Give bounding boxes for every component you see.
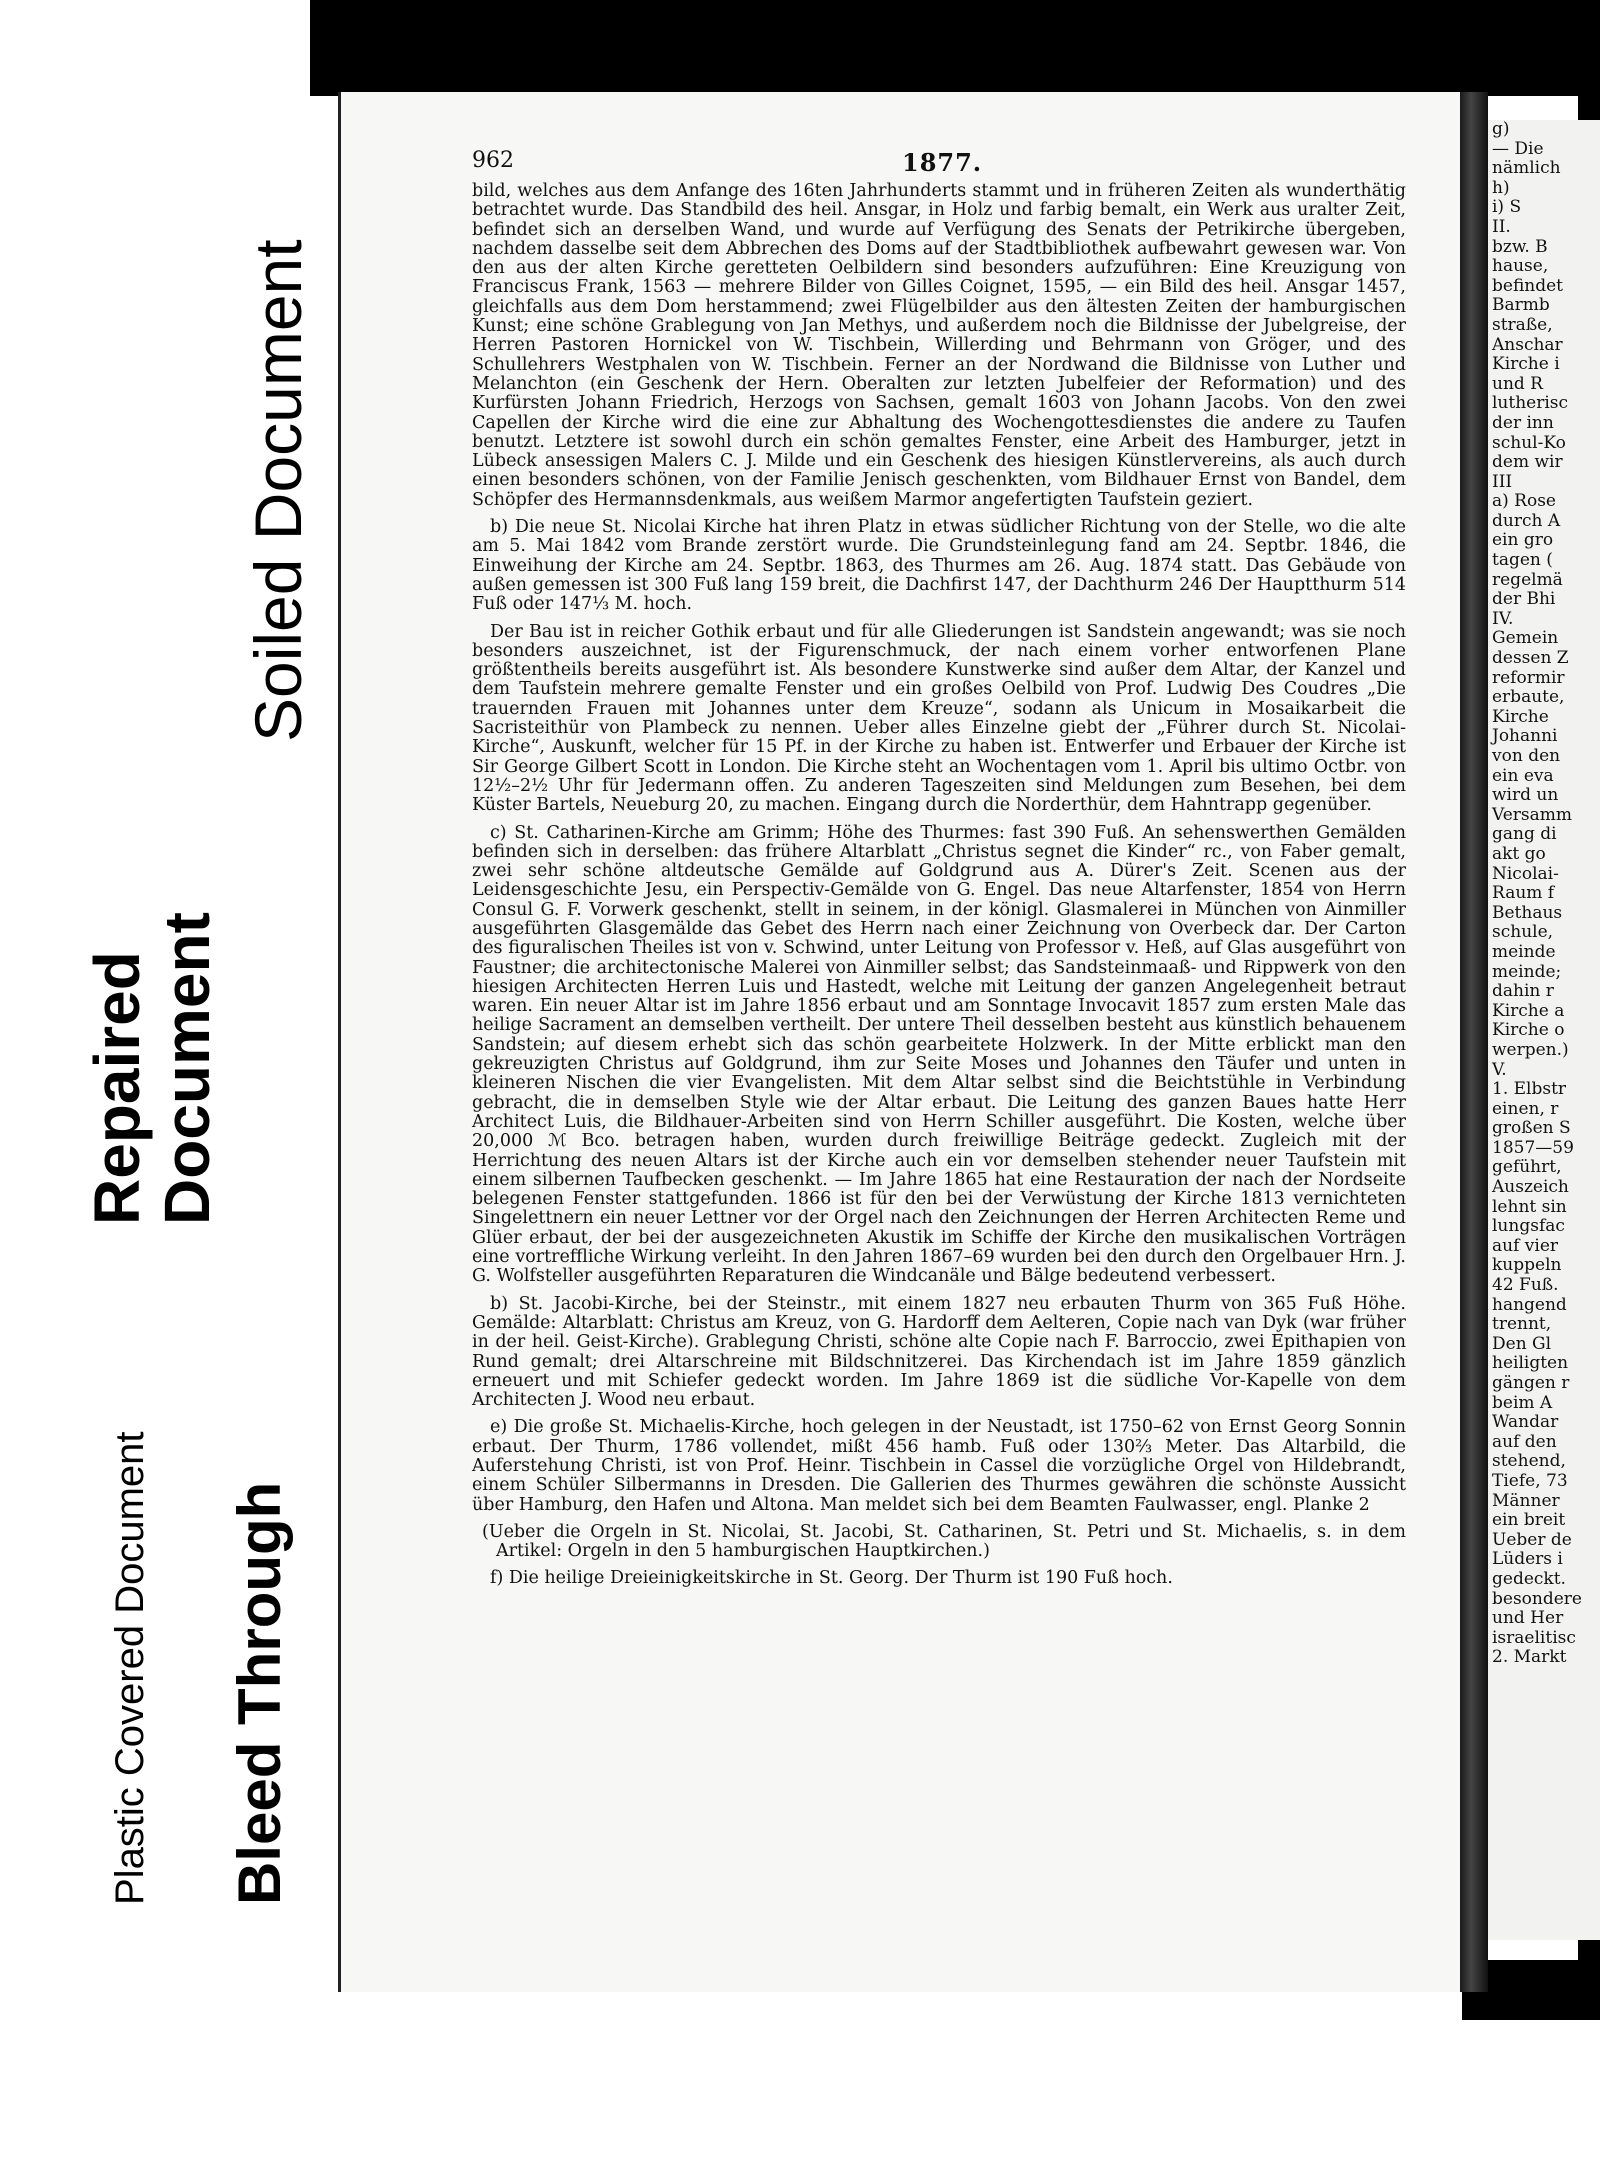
adjacent-page-line: 42 Fuß. <box>1492 1275 1559 1296</box>
adjacent-page-line: Anschar <box>1492 334 1563 355</box>
adjacent-page-line: regelmä <box>1492 569 1563 590</box>
adjacent-page-line: dem wir <box>1492 452 1563 473</box>
adjacent-page-line: Kirche o <box>1492 1020 1565 1041</box>
adjacent-page-line: Nicolai- <box>1492 863 1559 884</box>
page-gutter <box>1460 92 1488 1992</box>
adjacent-page-line: — Die <box>1492 138 1544 159</box>
adjacent-page-line: Ueber de <box>1492 1529 1572 1550</box>
adjacent-page-line: IV. <box>1492 608 1514 629</box>
adjacent-page-line: wird un <box>1492 785 1559 806</box>
paragraph-jacobi: b) St. Jacobi-Kirche, bei der Steinstr., mit einem 1827 neu erbauten Thurm von 365 Fuß Höhe. Gemälde: Altarblatt: Christus am Kreuz, von G. Hardorff dem Aelteren, Copie nach van Dyk (war früher in der heil. Geist-Kirche). Grablegung Christi, schöne alte Copie nach F. Barroccio, zwei Epithapien von Rund gemalt; drei Altarschreine mit Bildschnitzerei. Das Kirchendach ist im Jahre 1859 gänzlich erneuert und mit Schiefer gedeckt worden. Im Jahre 1869 ist die südliche Vor-Kapelle von dem Architecten J. Wood neu erbaut. <box>472 1293 1406 1411</box>
adjacent-page-line: und Her <box>1492 1608 1564 1629</box>
adjacent-page-line: besondere <box>1492 1588 1582 1609</box>
adjacent-page-line: ein gro <box>1492 530 1554 551</box>
adjacent-page-line: i) S <box>1492 197 1522 218</box>
adjacent-page-line: großen S <box>1492 1118 1571 1139</box>
adjacent-page-line: II. <box>1492 216 1511 237</box>
adjacent-page-line: durch A <box>1492 510 1561 531</box>
adjacent-page-line: und R <box>1492 373 1543 394</box>
paragraph-nicolai-history: b) Die neue St. Nicolai Kirche hat ihren Platz in etwas südlicher Richtung von der Stelle, wo die alte am 5. Mai 1842 vom Brande zerstört wurde. Die Grundsteinlegung fand am 24. Septbr. 1846, die Einweihung der Kirche am 24. Septbr. 1863, des Thurmes am 26. Aug. 1874 statt. Das Gebäude von außen gemessen ist 300 Fuß lang 159 breit, die Dachfirst 147, der Dachthurm 246 Der Hauptthurm 514 Fuß oder 147⅓ M. hoch. <box>472 517 1406 615</box>
adjacent-page-line: befindet <box>1492 275 1564 296</box>
adjacent-page-line: lutherisc <box>1492 393 1569 414</box>
adjacent-page-line: Lüders i <box>1492 1549 1563 1570</box>
adjacent-page-line: schul-Ko <box>1492 432 1566 453</box>
adjacent-page-line: bzw. B <box>1492 236 1548 257</box>
adjacent-page-line: einen, r <box>1492 1098 1559 1119</box>
adjacent-page-line: a) Rose <box>1492 491 1556 512</box>
paragraph-organ-note: (Ueber die Orgeln in St. Nicolai, St. Jacobi, St. Catharinen, St. Petri und St. Michaelis, s. in dem Artikel: Orgeln in den 5 hamburgischen Hauptkirchen.) <box>482 1521 1406 1562</box>
running-head-year: 1877. <box>902 148 983 177</box>
adjacent-page-line: Johanni <box>1492 726 1558 747</box>
adjacent-page-line: von den <box>1492 746 1561 766</box>
adjacent-page-line: III <box>1492 471 1513 492</box>
adjacent-page-line: Wandar <box>1492 1412 1559 1433</box>
adjacent-page-line: Kirche <box>1492 706 1549 727</box>
label-soiled-document: Soiled Document <box>241 239 315 742</box>
paragraph-catharinen: c) St. Catharinen-Kirche am Grimm; Höhe des Thurmes: fast 390 Fuß. An sehenswerthen Gemälden befinden sich in derselben: das frühere Altarblatt „Christus segnet die Kinder“ rc., von Faber gemalt, zwei sehr schöne altdeutsche Gemälde auf Goldgrund aus A. Dürer's Zeit. Scenen aus der Leidensgeschichte Jesu, ein Perspectiv-Gemälde von G. Engel. Das neue Altarfenster, 1854 von Herrn Consul G. F. Vorwerk geschenkt, stellt in seinem, in der königl. Glasmalerei in München von Ainmiller ausgeführten Glasgemälde das Gebet des Herrn nach einer Zeichnung von Overbeck dar. Der Carton des figuralischen Theiles ist von v. Schwind, unter Leitung von Professor v. Heß, auf Glas ausgeführt von Faustner; die architectonische Malerei von Ainmiller selbst; das Sandsteinmaaß- und Rippwerk von den hiesigen Architecten Herren Luis und Hastedt, welche mit Leitung der ganzen Angelegenheit betraut waren. Ein neuer Altar ist im Jahre 1856 erbaut und am Sonntage Invocavit 1857 zum ersten Male das heilige Sacrament an demselben vertheilt. Der untere Theil desselben besteht aus künstlich behauenem Sandstein; auf diesem erhebt sich das schön gearbeitete Holzwerk. In der Mitte erblickt man den gekreuzigten Christus auf Goldgrund, ihm zur Seite Moses und Johannes den Täufer und unten in kleineren Nischen die vier Evangelisten. Mit dem Altar selbst sind die Beichtstühle in Verbindung gebracht, die in demselben Style wie der Altar erbaut. Die Leitung des ganzen Baues hatte Herr Architect Luis, die Bildhauer-Arbeiten sind von Herrn Schiller ausgeführt. Die Kosten, welche über 20,000 ℳ Bco. betragen haben, wurden durch freiwillige Beiträge gedeckt. Zugleich mit der Herrichtung des neuen Altars ist der Kirche auch ein vor demselben stehender neuer Taufstein mit einem silbernen Taufbecken geschenkt. — Im Jahre 1865 hat eine Restauration der nach der Nordseite belegenen Fenster stattgefunden. 1866 ist für den bei der Verwüstung der Kirche 1813 vernichteten Singelettnern ein neuer Lettner vor der Orgel nach den Zeichnungen der Herren Architecten Reme und Glüer erbaut, der bei der ausgezeichneten Akustik im Schiffe der Kirche den musikalischen Vorträgen eine vortreffliche Wirkung verleiht. In den Jahren 1867–69 wurden bei den durch den Orgelbauer Hrn. J. G. Wolfsteller ausgeführten Reparaturen die Windcanäle und Bälge bedeutend verbessert. <box>472 822 1406 1287</box>
label-plastic-covered: Plastic Covered Document <box>108 1431 152 1905</box>
adjacent-page-line: der inn <box>1492 412 1554 433</box>
adjacent-page-line: erbaute, <box>1492 687 1565 708</box>
adjacent-page-line: hause, <box>1492 256 1549 277</box>
adjacent-page-line: Versamm <box>1492 804 1573 825</box>
adjacent-page-line: Tiefe, 73 <box>1492 1470 1568 1491</box>
adjacent-page-line: gängen r <box>1492 1373 1570 1393</box>
adjacent-page-line: straße, <box>1492 314 1553 335</box>
adjacent-page-line: akt go <box>1492 843 1546 864</box>
adjacent-page-line: Kirche i <box>1492 354 1560 375</box>
adjacent-page-line: der Bhi <box>1492 589 1556 610</box>
adjacent-page-line: schule, <box>1492 922 1554 943</box>
adjacent-page-line: beim A <box>1492 1392 1553 1413</box>
adjacent-page-line: Männer <box>1492 1490 1560 1511</box>
adjacent-page-line: Barmb <box>1492 295 1550 316</box>
adjacent-page-line: tagen ( <box>1492 550 1553 571</box>
adjacent-page-line: 1. Elbstr <box>1492 1079 1567 1100</box>
adjacent-page-line: V. <box>1492 1059 1507 1080</box>
adjacent-page-line: ein breit <box>1492 1510 1566 1531</box>
paragraph-michaelis: e) Die große St. Michaelis-Kirche, hoch gelegen in der Neustadt, ist 1750–62 von Ernst Georg Sonnin erbaut. Der Thurm, 1786 vollendet, mißt 456 hamb. Fuß oder 130⅔ Meter. Das Altarbild, die Auferstehung Christi, ist von Prof. Heinr. Tischbein in Cassel die vorzügliche Orgel von Hildebrandt, einem Schüler Silbermanns in Dresden. Die Gallerien des Thurmes gewähren die schönste Aussicht über Hamburg, den Hafen und Altona. Man meldet sich bei dem Beamten Faulwasser, engl. Planke 2 <box>472 1417 1406 1515</box>
adjacent-page-line: auf den <box>1492 1431 1557 1452</box>
adjacent-page-line: g) <box>1492 120 1510 139</box>
adjacent-page-line: auf vier <box>1492 1235 1559 1256</box>
adjacent-page-line: meinde; <box>1492 961 1562 982</box>
adjacent-page-line: meinde <box>1492 941 1556 962</box>
label-bleed-through: Bleed Through <box>226 1481 293 1905</box>
paragraph-dreieinigkeit: f) Die heilige Dreieinigkeitskirche in St. Georg. Der Thurm ist 190 Fuß hoch. <box>490 1568 1173 1589</box>
label-repaired-document: Document <box>151 912 223 1225</box>
adjacent-page-line: h) <box>1492 177 1510 198</box>
paragraph-petri-art: bild, welches aus dem Anfange des 16ten Jahrhunderts stammt und in früheren Zeiten als wunderthätig betrachtet wurde. Das Standbild des heil. Ansgar, in Holz und farbig bemalt, ein Werk aus uralter Zeit, befindet sich an derselben Wand, und wurde auf Verfügung des Senats der Petrikirche übergeben, nachdem dasselbe seit dem Abbrechen des Doms auf der Stadtbibliothek aufbewahrt gewesen war. Von den aus der alten Kirche geretteten Oelbildern sind besonders aufzuführen: Eine Kreuzigung von Franciscus Frank, 1563 — mehrere Bilder von Gilles Coignet, 1595, — ein Bild des heil. Ansgar 1457, gleichfalls aus dem Dom herstammend; zwei Flügelbilder aus den ältesten Zeiten der hamburgischen Kunst; eine schöne Grablegung von Jan Methys, und außerdem noch die Bildnisse der Jubelgreise, der Herren Pastoren Hornickel von W. Tischbein, Willerding und Behrmann von Gröger, und des Schullehrers Westphalen von W. Tischbein. Ferner an der Nordwand die Bildnisse von Luther und Melanchton (ein Geschenk der Hern. Oberalten zur letzten Jubelfeier der Reformation) und des Kurfürsten Johann Friedrich, Herzogs von Sachsen, gemalt 1603 von Johann Jacobs. Von den zwei Capellen der Kirche wird die eine zur Abhaltung des Wochengottesdienstes die andere zu Taufen benutzt. Letztere ist sowohl durch ein schön gemaltes Fenster, eine Arbeit des Hamburger, jetzt in Lübeck ansessigen Malers C. J. Milde und ein Geschenk des hiesigen Künstlervereins, als auch durch einen besonders schönen, von der Familie Jenisch geschenkten, vom Bildhauer Ernst von Bandel, dem Schöpfer des Hermannsdenkmals, aus weißem Marmor angefertigten Taufstein geziert. <box>472 181 1406 510</box>
adjacent-page-line: 2. Markt <box>1492 1647 1567 1668</box>
paragraph-nicolai-building: Der Bau ist in reicher Gothik erbaut und für alle Gliederungen ist Sandstein angewandt; was sie noch besonders auszeichnet, ist der Figurenschmuck, der nach einem vorher entworfenen Plane größtentheils bereits ausgeführt ist. Als besondere Kunstwerke sind außer dem Altar, der Kanzel und dem Taufstein mehrere gemalte Fenster und ein großes Oelbild von Prof. Ludwig Des Coudres „Die trauernden Frauen mit Johannes unter dem Kreuze“, sodann als Unicum in Mosaikarbeit die Sacristeithür von Plambeck zu nennen. Ueber alles Einzelne giebt der „Führer durch St. Nicolai-Kirche“, Auskunft, welcher für 15 Pf. in der Kirche zu haben ist. Entwerfer und Erbauer der Kirche ist Sir George Gilbert Scott in London. Die Kirche steht an Wochentagen vom 1. April bis ultimo Octbr. von 12½–2½ Uhr für Jedermann offen. Zu anderen Tageszeiten sind Meldungen zum Besehen, bei dem Küster Bartels, Neueburg 20, zu machen. Eingang durch die Norderthür, dem Hahntrapp gegenüber. <box>472 621 1406 816</box>
adjacent-page-line: 1857—59 <box>1492 1137 1574 1158</box>
adjacent-page-line: kuppeln <box>1492 1255 1562 1276</box>
adjacent-page-line: Bethaus <box>1492 902 1563 923</box>
adjacent-page-line: israelitisc <box>1492 1627 1576 1648</box>
adjacent-page-line: Raum f <box>1492 883 1555 904</box>
adjacent-page-line: gang di <box>1492 824 1557 845</box>
adjacent-page-line: reformir <box>1492 667 1565 688</box>
adjacent-page-line: werpen.) <box>1492 1039 1569 1060</box>
adjacent-page-line: Gemein <box>1492 628 1559 649</box>
adjacent-page-line: trennt, <box>1492 1314 1552 1335</box>
adjacent-page-line: lungsfac <box>1492 1216 1565 1237</box>
adjacent-page-line: lehnt sin <box>1492 1196 1567 1217</box>
adjacent-page-line: dessen Z <box>1492 648 1569 669</box>
adjacent-page-line: hangend <box>1492 1294 1567 1315</box>
adjacent-page-line: geführt, <box>1492 1157 1562 1178</box>
page-number: 962 <box>472 148 514 173</box>
adjacent-page-line: dahin r <box>1492 981 1554 1002</box>
adjacent-page-line: ein eva <box>1492 765 1554 786</box>
page-body <box>472 182 1406 1597</box>
page-header <box>472 148 1406 178</box>
adjacent-page-line: heiligten <box>1492 1353 1569 1374</box>
adjacent-page-line: Den Gl <box>1492 1333 1552 1354</box>
adjacent-page-line: gedeckt. <box>1492 1568 1566 1589</box>
adjacent-page-line: nämlich <box>1492 158 1561 179</box>
adjacent-page-line: Kirche a <box>1492 1000 1565 1021</box>
adjacent-page-fragment <box>1488 120 1600 1940</box>
adjacent-page-line: stehend, <box>1492 1451 1566 1472</box>
scan-border-top <box>310 0 1600 96</box>
label-repaired: Repaired <box>81 951 153 1225</box>
adjacent-page-line: Auszeich <box>1492 1177 1569 1198</box>
